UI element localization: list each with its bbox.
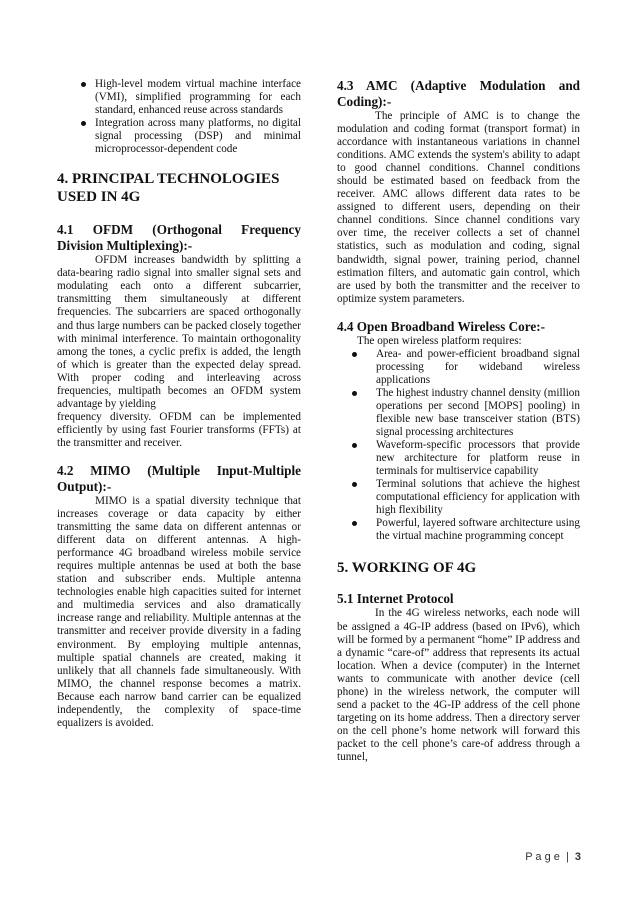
bullet-icon: [81, 82, 86, 87]
list-item: Waveform-specific processors that provide new architecture for platform reuse in terminals for multiservice capability: [337, 439, 580, 478]
list-item: The highest industry channel density (million operations per second [MOPS] pooling) in flexible new base transceiver station (BTS) signal processing architectures: [337, 387, 580, 439]
bullet-icon: [352, 443, 357, 448]
subsection-4-1-body: OFDM increases bandwidth by splitting a data-bearing radio signal into smaller signal sets and modulating each onto a different subcarrier, transmitting them simultaneously at different frequencies. The subcarriers are spaced orthogonally and thus large numbers can be packed closely together with minimal interference. To maintain orthogonality among the tones, a cyclic prefix is added, the length of which is greater than the expected delay spread. With proper coding and interleaving across frequencies, multipath becomes an OFDM system advantage by yielding: [57, 254, 301, 410]
list-item: Terminal solutions that achieve the highest computational efficiency for application with high flexibility: [337, 478, 580, 517]
subsection-4-1-heading: 4.1 OFDM (Orthogonal Frequency Division Multiplexing):-: [57, 222, 301, 254]
subsection-4-4-intro: The open wireless platform requires:: [357, 334, 522, 347]
page-separator: |: [565, 851, 569, 863]
left-column: [57, 78, 301, 730]
bullet-icon: [352, 352, 357, 357]
bullet-icon: [352, 521, 357, 526]
page-number: 3: [574, 851, 581, 863]
section-5-heading: 5. WORKING OF 4G: [337, 560, 477, 577]
subsection-4-2-heading: 4.2 MIMO (Multiple Input-Multiple Output):-: [57, 462, 301, 494]
platform-requirements-list: [337, 348, 580, 544]
subsection-4-2-body: MIMO is a spatial diversity technique that increases coverage or data capacity by either transmitting the same data on different antennas or different data on different antennas. A high-performance 4G broadband wireless mobile service requires multiple antennas be used at both the base station and subscriber ends. Multiple antenna technologies enable high capacities suited for internet and multimedia services and also dramatically increase range and reliability. Multiple antennas at the transmitter and receiver provide diversity in a fading environment. By employing multiple antennas, multiple spatial channels are created, making it unlikely that all channels fade simultaneously. With MIMO, the channel response becomes a matrix. Because each narrow band carrier can be equalized independently, the complexity of space-time equalizers is avoided.: [57, 494, 301, 729]
subsection-5-1-body: In the 4G wireless networks, each node will be assigned a 4G-IP address (based on IPv6), which will be formed by a permanent “home” IP address and a dynamic “care-of” address that represents its actual location. When a device (computer) in the Internet wants to communicate with another device (cell phone) in the wireless network, the computer will send a packet to the 4G-IP address of the cell phone targeting on its home address. Then a directory server on the cell phone’s home network will forward this packet to the cell phone’s care-of address through a tunnel,: [337, 607, 580, 763]
section-4-heading: 4. PRINCIPAL TECHNOLOGIES USED IN 4G: [57, 171, 280, 206]
list-item: High-level modem virtual machine interface (VMI), simplified programming for each standard, enhanced reuse across standards: [57, 78, 301, 117]
bullet-icon: [352, 482, 357, 487]
subsection-4-3-heading: 4.3 AMC (Adaptive Modulation and Coding):-: [337, 78, 580, 109]
list-item: Powerful, layered software architecture using the virtual machine programming concept: [337, 517, 580, 543]
subsection-4-1-body-continued: frequency diversity. OFDM can be implemented efficiently by using fast Fourier transforms (FFTs) at the transmitter and receiver.: [57, 410, 301, 449]
page-label: P a g e: [525, 851, 560, 863]
top-bullet-list: [57, 78, 301, 156]
bullet-icon: [81, 121, 86, 126]
subsection-4-4-heading: 4.4 Open Broadband Wireless Core:-: [337, 318, 545, 334]
bullet-icon: [352, 391, 357, 396]
subsection-4-3-body: The principle of AMC is to change the modulation and coding format (transport format) in accordance with instantaneous variations in channel conditions. AMC extends the system's ability to adapt to good channel conditions. Channel conditions should be estimated based on feedback from the receiver. AMC allows different data rates to be assigned to different users, depending on their channel conditions. Since channel conditions vary over time, the receiver collects a set of channel statistics, such as modulation and coding, signal bandwidth, signal power, training period, channel estimation filters, and automatic gain control, which are used by both the transmitter and the receiver to optimize system parameters.: [337, 110, 580, 305]
list-item: Integration across many platforms, no digital signal processing (DSP) and minimal microprocessor-dependent code: [57, 117, 301, 156]
subsection-5-1-heading: 5.1 Internet Protocol: [337, 591, 454, 607]
right-column: [337, 78, 580, 764]
page-footer: [525, 851, 581, 863]
list-item: Area- and power-efficient broadband signal processing for wideband wireless applications: [337, 348, 580, 387]
